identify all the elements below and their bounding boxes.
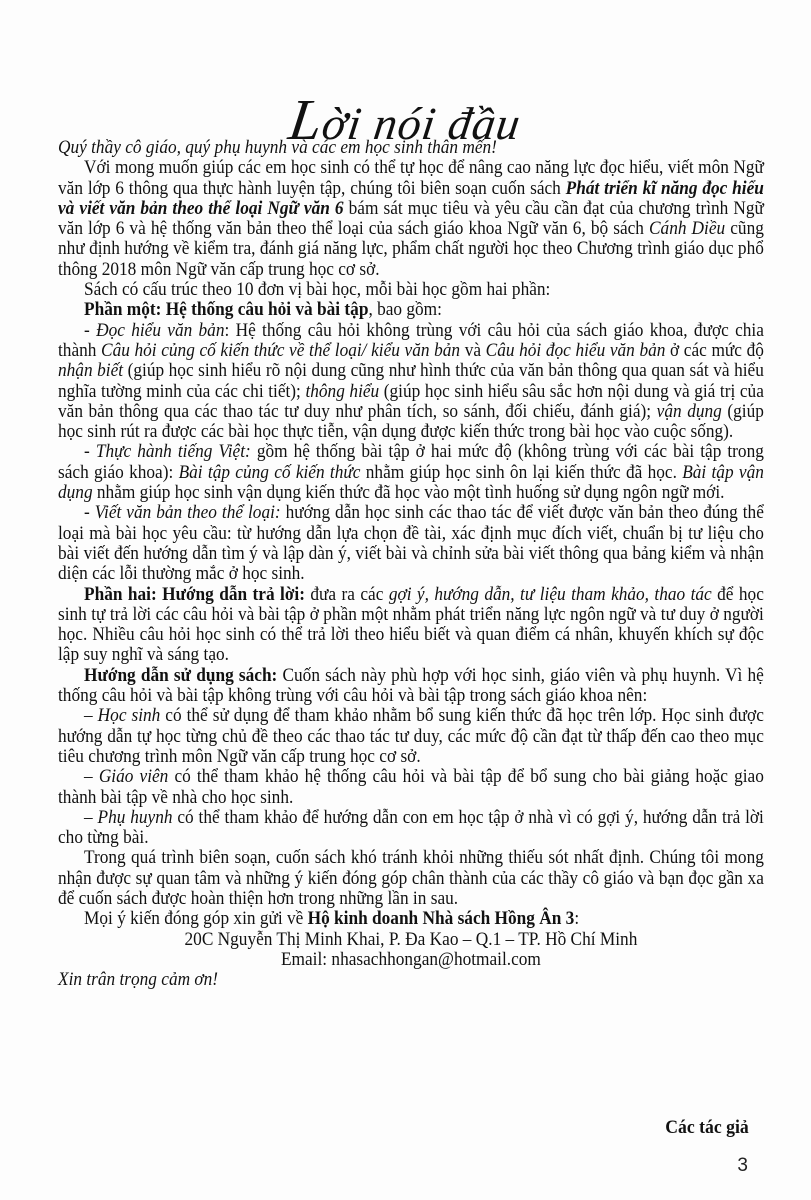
text-segment: gồm hệ thống bài tập ở hai mức độ (không trùng với các bài tập trong sách giáo khoa): [58, 441, 764, 483]
part-two-heading [58, 585, 764, 666]
text-segment: Phát triển kĩ năng đọc hiểu và viết văn bản theo thể loại Ngữ văn 6 [58, 177, 764, 219]
text-segment: – [84, 705, 98, 727]
intro-paragraph [58, 158, 764, 280]
greeting: Quý thầy cô giáo, quý phụ huynh và các em học sinh thân mến! [58, 137, 497, 158]
text-segment: Bài tập vận dụng [58, 461, 764, 504]
title-initial: L [285, 87, 328, 152]
reading-comprehension-item [58, 321, 764, 443]
text-segment: nhằm giúp học sinh ôn lại kiến thức đã học. [360, 461, 683, 483]
text-segment: có thể tham khảo để hướng dẫn con em học tập ở nhà vì có gợi ý, hướng dẫn trả lời cho từng bài. [58, 806, 764, 849]
text-segment: Phần hai: Hướng dẫn trả lời: [84, 583, 305, 605]
text-segment: hướng dẫn học sinh các thao tác để viết được văn bản theo đúng thể loại mà bài học yêu cầu: từ hướng dẫn lựa chọn đề tài, xác định mục đích viết, chuẩn bị tư liệu cho bài viết đến hướng dẫn tìm ý và lập dàn ý, viết bài và chỉnh sửa bài viết thông qua bảng kiểm và nhận diện các lỗi thường mắc ở học sinh. [58, 502, 764, 585]
text-segment: Phần một: Hệ thống câu hỏi và bài tập [84, 299, 369, 321]
text-segment: Câu hỏi củng cố kiến thức về thể loại/ kiểu văn bản [101, 339, 461, 361]
text-segment: nhận biết [58, 360, 124, 382]
text-segment: Trong quá trình biên soạn, cuốn sách khó tránh khỏi những thiếu sót nhất định. Chúng tôi mong nhận được sự quan tâm và những ý kiến đóng góp chân thành của các thầy cô giáo và bạn đọc gần xa để cuốn sách được hoàn thiện hơn trong những lần in sau. [58, 847, 764, 909]
text-segment: có thể tham khảo hệ thống câu hỏi và bài tập để bổ sung cho bài giảng hoặc giao thành bài tập về nhà cho học sinh. [58, 766, 764, 808]
text-segment: và [460, 339, 486, 361]
text-segment: Cánh Diều [649, 218, 726, 240]
text-segment: – [84, 766, 99, 788]
closing-paragraph [58, 848, 764, 909]
text-segment: , bao gồm: [368, 299, 442, 321]
title-rest: ời nói đầu [318, 98, 525, 149]
teachers-item [58, 767, 764, 808]
text-segment: : Hệ thống câu hỏi không trùng với câu hỏi của sách giáo khoa, được chia thành [58, 319, 764, 361]
vietnamese-practice-item [58, 442, 764, 503]
text-segment: – [84, 806, 98, 828]
parents-item [58, 808, 764, 849]
part-one-heading [58, 300, 764, 320]
text-segment: Bài tập củng cố kiến thức [178, 461, 361, 483]
text-segment: ở các mức độ [665, 339, 764, 361]
page-number: 3 [737, 1155, 748, 1176]
text-segment: thông hiểu [305, 380, 380, 402]
text-segment: (giúp học sinh hiểu sâu sắc hơn nội dung và giá trị của văn bản thông qua các thao tác tư duy như phân tích, so sánh, đối chiếu, đánh giá); [58, 380, 764, 422]
text-segment: để học sinh tự trả lời các câu hỏi và bài tập ở phần một nhằm phát triển năng lực ngôn ngữ và tư duy ở người học. Nhiều câu hỏi học sinh có thể trả lời theo hiểu biết và quan điểm cá nhân, khuyến khích sự độc lập suy nghĩ và sáng tạo. [58, 583, 764, 666]
text-segment: (giúp học sinh hiểu rõ nội dung cũng như hình thức của văn bản thông qua quan sát và hiểu nghĩa tường minh của các chi tiết); [58, 360, 764, 402]
text-segment: Hướng dẫn sử dụng sách: [84, 664, 278, 686]
text-segment: đưa ra các [304, 583, 389, 605]
text-segment: Thực hành tiếng Việt: [95, 441, 251, 463]
text-segment: Sách có cấu trúc theo 10 đơn vị bài học, mỗi bài học gồm hai phần: [84, 279, 551, 301]
text-segment: - [84, 502, 95, 524]
text-segment: Viết văn bản theo thể loại: [94, 502, 281, 524]
text-segment: - [84, 319, 97, 341]
text-segment: Mọi ý kiến đóng góp xin gửi về [84, 908, 308, 930]
email-line: Email: nhasachhongan@hotmail.com [280, 948, 541, 970]
text-segment: bám sát mục tiêu và yêu cầu cần đạt của chương trình Ngữ văn lớp 6 và hệ thống văn bản theo thể loại của sách giáo khoa Ngữ văn 6, bộ sách [58, 197, 764, 240]
text-segment: Với mong muốn giúp các em học sinh có thể tự học để nâng cao năng lực đọc hiểu, viết môn Ngữ văn lớp 6 thông qua thực hành luyện tập, chúng tôi biên soạn cuốn sách [58, 157, 764, 199]
text-segment: Học sinh [97, 705, 161, 727]
feedback-paragraph [58, 909, 764, 929]
structure-paragraph [58, 280, 764, 300]
text-segment: Phụ huynh [97, 806, 173, 828]
text-segment: - [84, 441, 96, 463]
text-segment: nhằm giúp học sinh vận dụng kiến thức đã học vào một tình huống sử dụng ngôn ngữ mới. [92, 482, 725, 504]
writing-item [58, 503, 764, 584]
text-segment: Hộ kinh doanh Nhà sách Hồng Ân 3 [307, 908, 575, 930]
text-segment: (giúp học sinh rút ra được các bài học thực tiễn, vận dụng được kiến thức trong bài học vào cuộc sống). [58, 400, 764, 443]
text-segment: gợi ý, hướng dẫn, tư liệu tham khảo, thao tác [388, 583, 712, 605]
text-segment: cũng như định hướng về kiểm tra, đánh giá năng lực, phẩm chất người học theo Chương trình giáo dục phổ thông 2018 môn Ngữ văn cấp trung học cơ sở. [58, 218, 764, 280]
paragraph-list [58, 158, 764, 929]
text-segment: vận dụng [656, 400, 722, 422]
address-line: 20C Nguyễn Thị Minh Khai, P. Đa Kao – Q.1 – TP. Hồ Chí Minh [184, 928, 638, 950]
text-segment: Giáo viên [98, 766, 169, 788]
text-segment: : [574, 908, 580, 930]
thanks-line: Xin trân trọng cảm ơn! [58, 969, 219, 991]
students-item [58, 706, 764, 767]
text-segment: Câu hỏi đọc hiểu văn bản [485, 339, 666, 361]
text-segment: có thể sử dụng để tham khảo nhằm bổ sung kiến thức đã học trên lớp. Học sinh được hướng dẫn tự học từng chủ đề theo các thao tác tư duy, các mức độ cần đạt từ thấp đến cao theo mục tiêu chương trình môn Ngữ văn cấp trung học cơ sở. [58, 705, 764, 767]
preface-body [58, 138, 764, 990]
text-segment: Cuốn sách này phù hợp với học sinh, giáo viên và phụ huynh. Vì hệ thống câu hỏi và bài tập không trùng với câu hỏi và bài tập trong sách giáo khoa nên: [58, 664, 764, 707]
signature: Các tác giả [665, 1117, 749, 1138]
usage-guide-heading [58, 666, 764, 707]
text-segment: Đọc hiểu văn bản [96, 319, 225, 341]
